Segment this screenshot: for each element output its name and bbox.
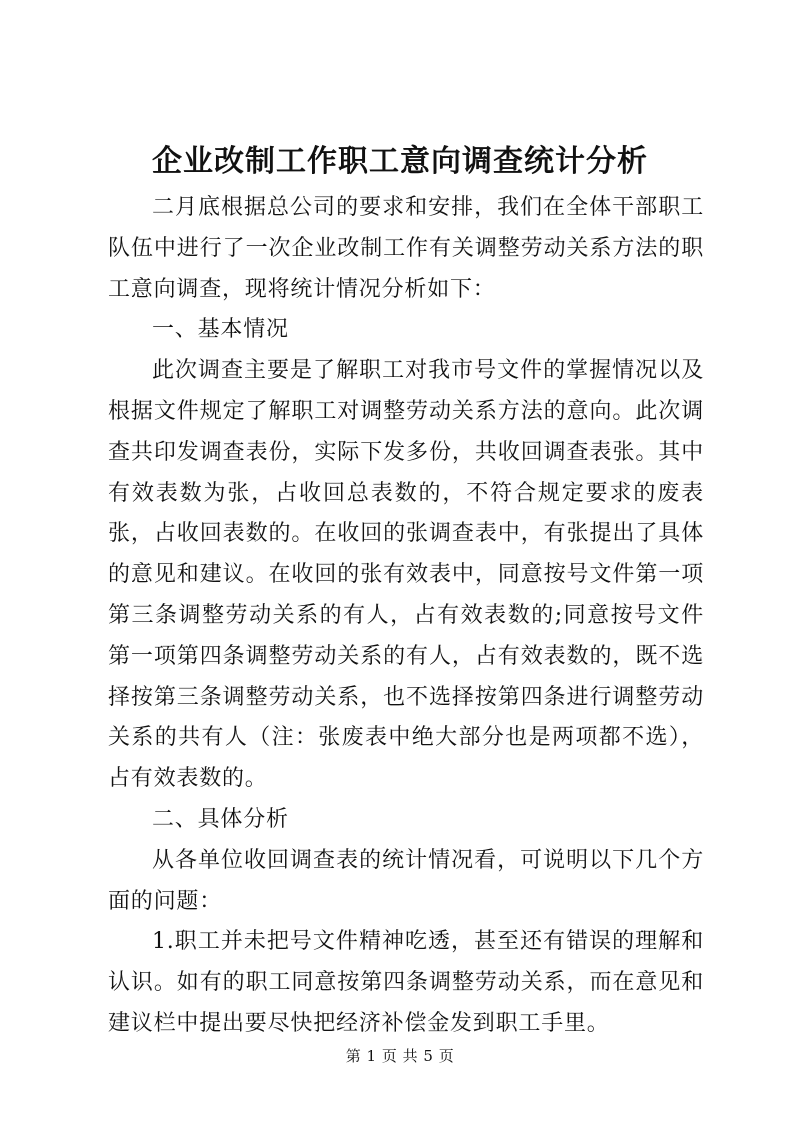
document-body [108,188,704,1045]
document-title: 企业改制工作职工意向调查统计分析 [152,144,648,179]
page-number-footer: 第 1 页 共 5 页 [345,1047,455,1065]
section-heading-basic: 一、基本情况 [152,317,289,343]
intro-paragraph: 二月底根据总公司的要求和安排，我们在全体干部职工队伍中进行了一次企业改制工作有关调整劳动关系方法的职工意向调查，现将统计情况分析如下： [108,195,704,302]
basic-situation-paragraph: 此次调查主要是了解职工对我市号文件的掌握情况以及根据文件规定了解职工对调整劳动关系方法的意向。此次调查共印发调查表份，实际下发多份，共收回调查表张。其中有效表数为张，占收回总表数的，不符合规定要求的废表张，占收回表数的。在收回的张调查表中，有张提出了具体的意见和建议。在收回的张有效表中，同意按号文件第一项第三条调整劳动关系的有人，占有效表数的;同意按号文件第一项第四条调整劳动关系的有人，占有效表数的，既不选择按第三条调整劳动关系，也不选择按第四条进行调整劳动关系的共有人（注：张废表中绝大部分也是两项都不选），占有效表数的。 [108,358,704,792]
analysis-point-1-paragraph: 1.职工并未把号文件精神吃透，甚至还有错误的理解和认识。如有的职工同意按第四条调整劳动关系，而在意见和建议栏中提出要尽快把经济补偿金发到职工手里。 [108,929,704,1036]
section-heading-analysis: 二、具体分析 [152,806,289,832]
analysis-intro-paragraph: 从各单位收回调查表的统计情况看，可说明以下几个方面的问题： [108,847,704,914]
